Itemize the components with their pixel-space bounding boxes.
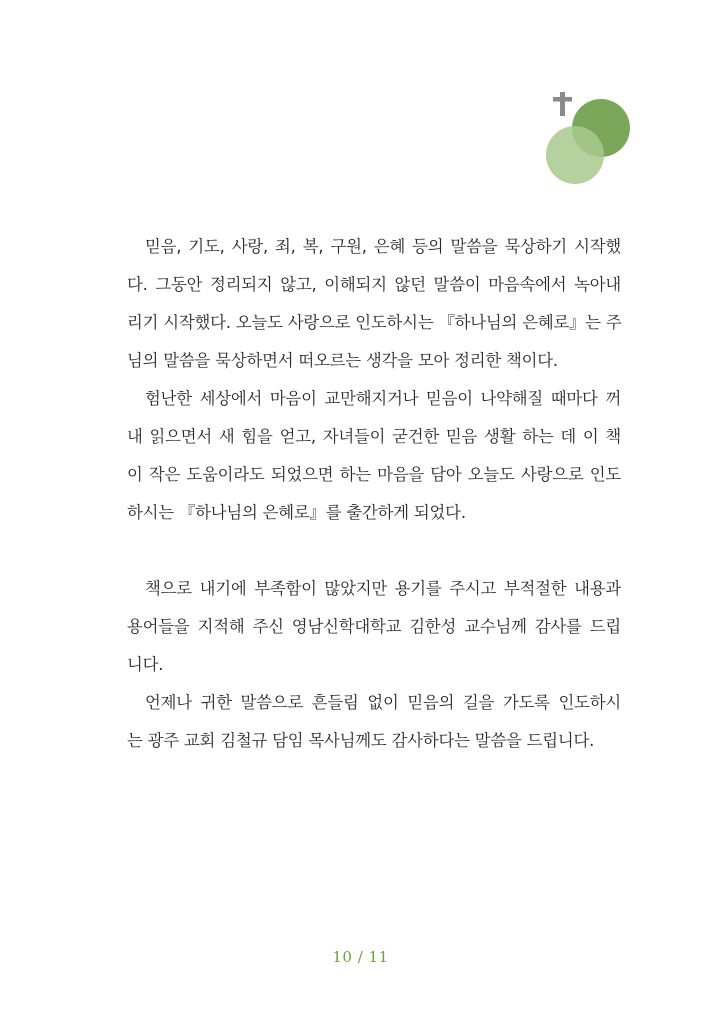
cross-with-circles-icon bbox=[540, 88, 640, 188]
text-line: 이 작은 도움이라도 되었으면 하는 마음을 담아 오늘도 사랑으로 인도 bbox=[127, 465, 621, 484]
text-line: 다. 그동안 정리되지 않고, 이해되지 않던 말씀이 마음속에서 녹아내 bbox=[127, 275, 621, 294]
paragraph-1 bbox=[127, 228, 621, 380]
text-line: 용어들을 지적해 주신 영남신학대학교 김한성 교수님께 감사를 드립 bbox=[127, 617, 621, 636]
light-green-circle bbox=[546, 126, 604, 184]
text-line: 는 광주 교회 김철규 담임 목사님께도 감사하다는 말씀을 드립니다. bbox=[127, 731, 595, 750]
paragraph-4 bbox=[127, 684, 621, 760]
paragraph-gap bbox=[127, 532, 621, 570]
paragraph-3 bbox=[127, 570, 621, 684]
text-line: 니다. bbox=[127, 655, 164, 674]
cross-icon bbox=[553, 92, 572, 116]
text-line: 리기 시작했다. 오늘도 사랑으로 인도하시는 『하나님의 은혜로』는 주 bbox=[127, 313, 622, 332]
body-text bbox=[127, 228, 621, 760]
text-line: 내 읽으면서 새 힘을 얻고, 자녀들이 굳건한 믿음 생활 하는 데 이 책 bbox=[127, 427, 621, 446]
page-number: 10 / 11 bbox=[332, 948, 389, 966]
text-line: 언제나 귀한 말씀으로 흔들림 없이 믿음의 길을 가도록 인도하시 bbox=[145, 693, 621, 712]
paragraph-2 bbox=[127, 380, 621, 532]
text-line: 험난한 세상에서 마음이 교만해지거나 믿음이 나약해질 때마다 꺼 bbox=[145, 389, 621, 408]
text-line: 하시는 『하나님의 은혜로』를 출간하게 되었다. bbox=[127, 503, 466, 522]
text-line: 믿음, 기도, 사랑, 죄, 복, 구원, 은혜 등의 말씀을 묵상하기 시작했 bbox=[145, 237, 621, 256]
text-line: 책으로 내기에 부족함이 많았지만 용기를 주시고 부적절한 내용과 bbox=[145, 579, 621, 598]
text-line: 님의 말씀을 묵상하면서 떠오르는 생각을 모아 정리한 책이다. bbox=[127, 351, 558, 370]
